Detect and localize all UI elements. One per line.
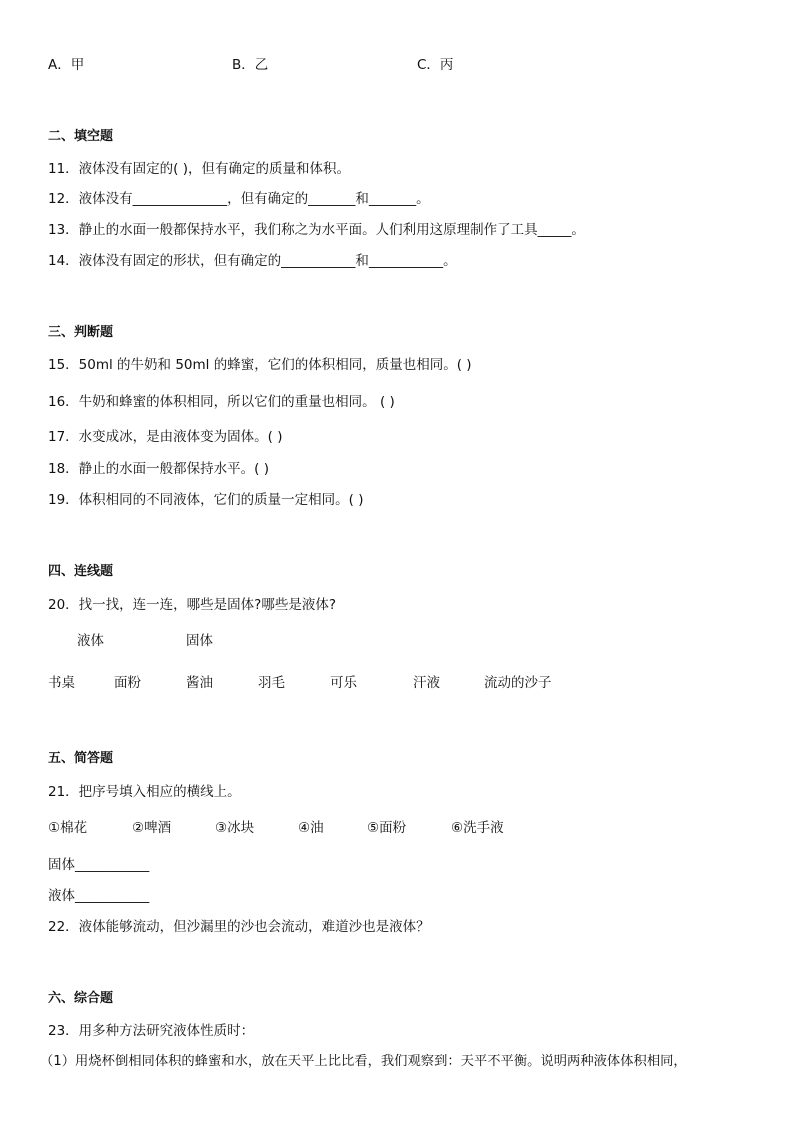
match-item: 酱油 [186, 675, 213, 691]
choice-c: C．丙 [417, 57, 454, 73]
liquid-blank: 液体___________ [48, 888, 150, 904]
match-item: 可乐 [330, 675, 357, 691]
match-item: 面粉 [114, 675, 141, 691]
question-15: 15．50ml 的牛奶和 50ml 的蜂蜜，它们的体积相同，质量也相同。( ) [48, 357, 472, 373]
section-heading-short: 五、简答题 [48, 751, 114, 766]
label-solid: 固体 [186, 633, 213, 649]
match-item: 流动的沙子 [484, 675, 552, 691]
option-item: ①棉花 [48, 820, 88, 836]
question-11: 11．液体没有固定的( )，但有确定的质量和体积。 [48, 161, 351, 177]
section-heading-judge: 三、判断题 [48, 325, 114, 340]
question-20: 20．找一找，连一连，哪些是固体?哪些是液体? [48, 597, 337, 613]
section-heading-comp: 六、综合题 [48, 991, 114, 1006]
option-item: ⑥洗手液 [451, 820, 504, 836]
option-item: ②啤酒 [132, 820, 172, 836]
question-17: 17．水变成冰，是由液体变为固体。( ) [48, 429, 283, 445]
label-liquid: 液体 [77, 633, 104, 649]
match-item: 羽毛 [258, 675, 285, 691]
question-19: 19．体积相同的不同液体，它们的质量一定相同。( ) [48, 492, 364, 508]
section-heading-match: 四、连线题 [48, 564, 114, 579]
option-item: ⑤面粉 [367, 820, 407, 836]
choice-b: B．乙 [232, 57, 269, 73]
match-item: 汗液 [413, 675, 440, 691]
section-heading-fill: 二、填空题 [48, 129, 114, 144]
question-16: 16．牛奶和蜂蜜的体积相同，所以它们的重量也相同。 ( ) [48, 394, 395, 410]
question-14: 14．液体没有固定的形状，但有确定的___________和___________。 [48, 253, 457, 269]
option-item: ④油 [298, 820, 324, 836]
question-18: 18．静止的水面一般都保持水平。( ) [48, 461, 270, 477]
question-13: 13．静止的水面一般都保持水平，我们称之为水平面。人们利用这原理制作了工具_____。 [48, 222, 585, 238]
solid-blank: 固体___________ [48, 857, 150, 873]
question-12: 12．液体没有______________，但有确定的_______和_______。 [48, 191, 430, 207]
choice-a: A．甲 [48, 57, 85, 73]
match-item: 书桌 [48, 675, 75, 691]
question-22: 22．液体能够流动，但沙漏里的沙也会流动，难道沙也是液体？ [48, 919, 430, 935]
option-item: ③冰块 [215, 820, 255, 836]
question-21: 21．把序号填入相应的横线上。 [48, 784, 241, 800]
question-23-part-1: （1）用烧杯倒相同体积的蜂蜜和水，放在天平上比比看，我们观察到：天平不平衡。说明两种液体体积相同， [40, 1054, 687, 1069]
question-23: 23．用多种方法研究液体性质时： [48, 1023, 255, 1039]
